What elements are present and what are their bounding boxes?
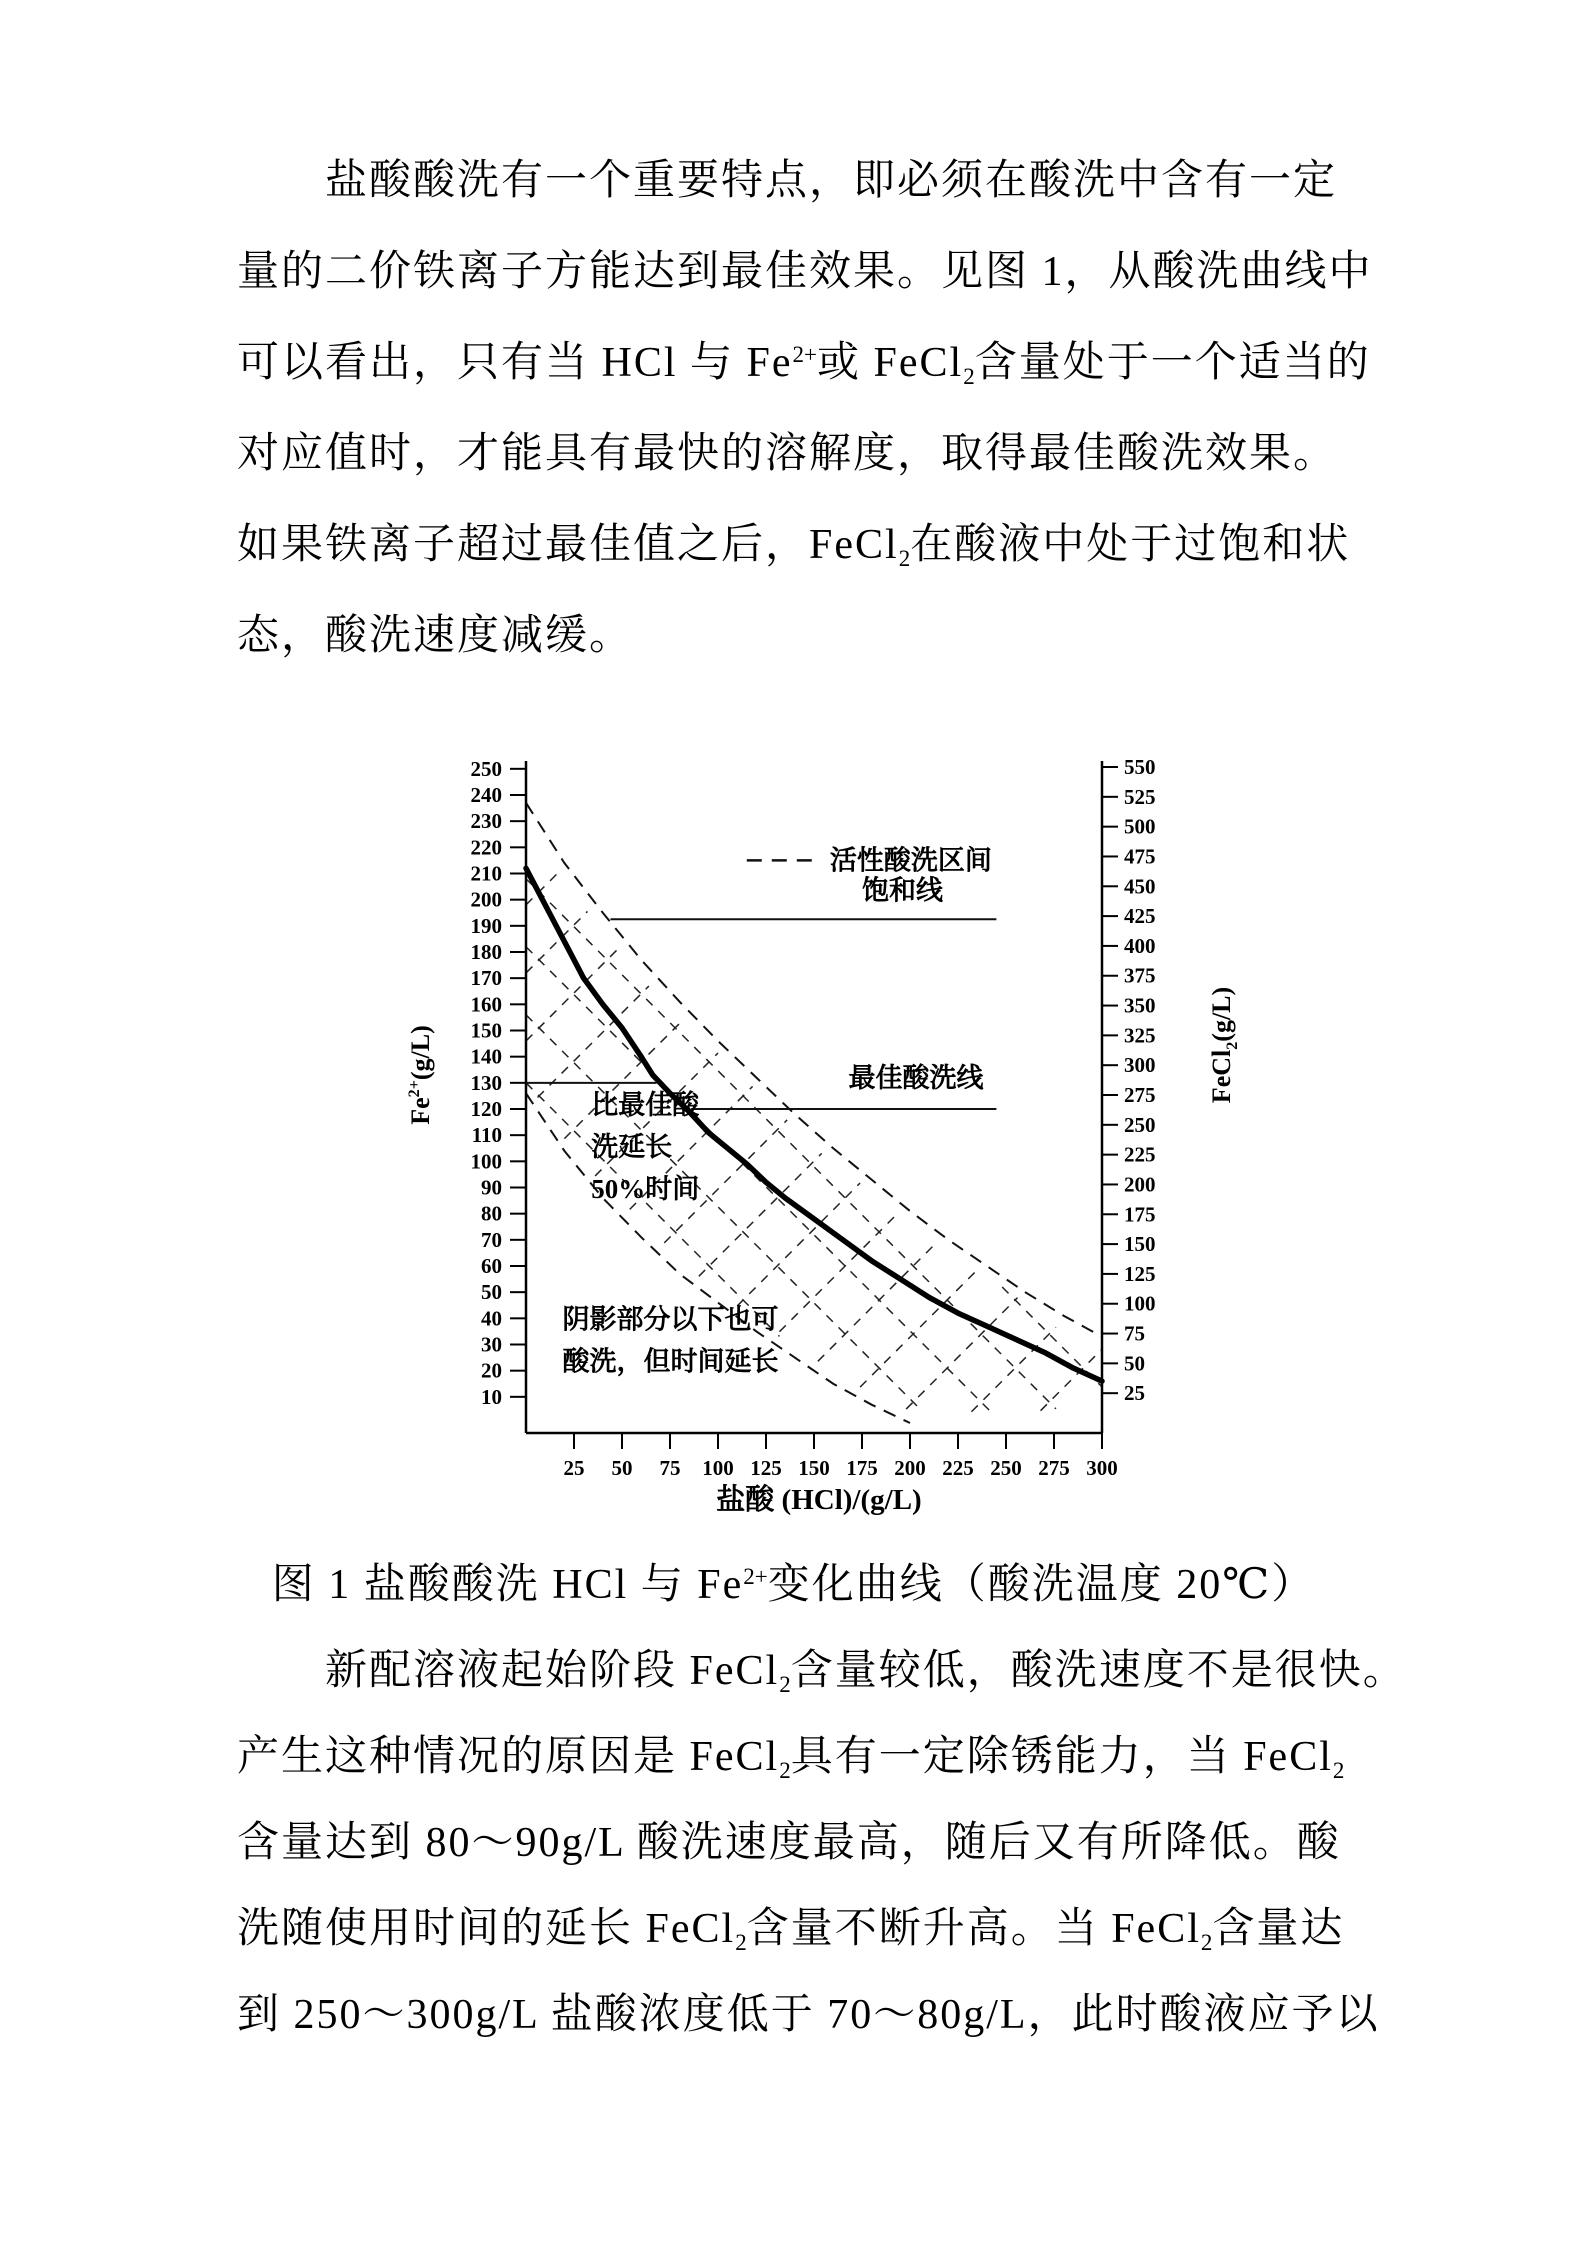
svg-text:150: 150 [1123, 1232, 1155, 1257]
svg-text:200: 200 [1123, 1172, 1155, 1197]
svg-text:最佳酸洗线: 最佳酸洗线 [848, 1062, 984, 1093]
svg-text:Fe2+(g/L): $Fe^{2+}(g/L)$ [405, 1025, 435, 1125]
svg-text:120: 120 [470, 1096, 502, 1121]
svg-text:175: 175 [845, 1456, 878, 1480]
svg-text:450: 450 [1123, 874, 1155, 899]
svg-text:425: 425 [1123, 904, 1155, 929]
svg-text:40: 40 [480, 1306, 502, 1331]
svg-text:525: 525 [1123, 784, 1155, 809]
text-line: 产生这种情况的原因是 FeCl$_2$具有一定除锈能力，当 FeCl$_2$ [237, 1734, 1345, 1783]
text-line: 可以看出，只有当 HCl 与 $Fe^{2+}$或 FeCl$_2$含量处于一个适当的 [237, 340, 1371, 389]
svg-text:75: 75 [659, 1456, 680, 1480]
svg-text:60: 60 [480, 1253, 502, 1278]
text-line: 盐酸酸洗有一个重要特点，即必须在酸洗中含有一定 [325, 158, 1338, 204]
svg-text:175: 175 [1123, 1202, 1155, 1227]
svg-text:300: 300 [1123, 1053, 1155, 1078]
svg-text:阴影部分以下也可: 阴影部分以下也可 [561, 1304, 778, 1335]
svg-text:250: 250 [470, 756, 502, 781]
svg-text:50: 50 [611, 1456, 632, 1480]
svg-text:220: 220 [470, 835, 502, 860]
svg-text:100: 100 [470, 1149, 502, 1174]
text-line: 到 250～300g/L 盐酸浓度低于 70～80g/L，此时酸液应予以 [237, 1992, 1380, 2038]
svg-text:50%时间: 50%时间 [590, 1173, 699, 1204]
svg-text:225: 225 [1123, 1142, 1155, 1167]
pickling-chart-svg [324, 745, 1264, 1525]
svg-text:475: 475 [1123, 844, 1155, 869]
svg-text:375: 375 [1123, 963, 1155, 988]
svg-text:275: 275 [1037, 1456, 1070, 1480]
svg-text:75: 75 [1123, 1321, 1145, 1346]
svg-text:100: 100 [701, 1456, 734, 1480]
svg-text:30: 30 [480, 1332, 502, 1357]
svg-text:160: 160 [470, 992, 502, 1017]
svg-text:250: 250 [989, 1456, 1022, 1480]
svg-text:100: 100 [1123, 1291, 1155, 1316]
svg-text:110: 110 [471, 1123, 502, 1148]
svg-text:200: 200 [470, 887, 502, 912]
svg-text:比最佳酸: 比最佳酸 [590, 1089, 699, 1120]
svg-text:150: 150 [470, 1018, 502, 1043]
text-line: 态，酸洗速度减缓。 [237, 613, 634, 659]
svg-text:350: 350 [1123, 993, 1155, 1018]
svg-text:300: 300 [1085, 1456, 1118, 1480]
text-line: 对应值时，才能具有最快的溶解度，取得最佳酸洗效果。 [237, 431, 1338, 477]
svg-text:170: 170 [470, 966, 502, 991]
svg-text:550: 550 [1123, 755, 1155, 780]
svg-text:275: 275 [1123, 1083, 1155, 1108]
svg-text:210: 210 [470, 861, 502, 886]
svg-text:10: 10 [480, 1384, 502, 1409]
svg-text:70: 70 [480, 1227, 502, 1252]
svg-text:盐酸 (HCl)/(g/L): 盐酸 (HCl)/(g/L) [715, 1484, 922, 1516]
paragraph-2 [237, 1628, 1407, 2058]
paragraph-1 [237, 0, 1387, 682]
svg-text:50: 50 [1123, 1351, 1145, 1376]
svg-text:饱和线: 饱和线 [861, 875, 943, 906]
figure-caption: 图 1 盐酸酸洗 HCl 与 $Fe^{2+}$变化曲线（酸洗温度 20℃） [271, 1562, 1316, 1608]
svg-text:25: 25 [1123, 1381, 1145, 1406]
svg-text:225: 225 [941, 1456, 974, 1480]
text-line: 新配溶液起始阶段 FeCl$_2$含量较低，酸洗速度不是很快。 [325, 1648, 1407, 1697]
svg-text:130: 130 [470, 1070, 502, 1095]
text-line: 含量达到 80～90g/L 酸洗速度最高，随后又有所降低。酸 [237, 1820, 1341, 1866]
svg-text:230: 230 [470, 809, 502, 834]
svg-text:190: 190 [470, 913, 502, 938]
svg-text:125: 125 [749, 1456, 782, 1480]
text-line: 洗随使用时间的延长 FeCl$_2$含量不断升高。当 FeCl$_2$含量达 [237, 1906, 1345, 1955]
svg-text:250: 250 [1123, 1112, 1155, 1137]
svg-text:180: 180 [470, 939, 502, 964]
svg-text:洗延长: 洗延长 [590, 1131, 672, 1162]
svg-text:140: 140 [470, 1044, 502, 1069]
svg-text:80: 80 [480, 1201, 502, 1226]
svg-text:20: 20 [480, 1358, 502, 1383]
svg-text:500: 500 [1123, 814, 1155, 839]
text-line: 量的二价铁离子方能达到最佳效果。见图 1，从酸洗曲线中 [237, 249, 1373, 295]
svg-text:240: 240 [470, 782, 502, 807]
svg-text:325: 325 [1123, 1023, 1155, 1048]
figure-chart [0, 745, 1587, 1525]
svg-text:酸洗，但时间延长: 酸洗，但时间延长 [561, 1346, 778, 1377]
svg-text:FeCl2(g/L): FeCl$_2$(g/L) [1206, 986, 1241, 1104]
svg-text:25: 25 [563, 1456, 584, 1480]
svg-text:90: 90 [480, 1175, 502, 1200]
svg-text:125: 125 [1123, 1261, 1155, 1286]
svg-text:活性酸洗区间: 活性酸洗区间 [829, 845, 992, 876]
svg-text:50: 50 [480, 1280, 502, 1305]
text-line: 如果铁离子超过最佳值之后，FeCl$_2$在酸液中处于过饱和状 [237, 522, 1351, 571]
svg-text:400: 400 [1123, 933, 1155, 958]
svg-text:200: 200 [893, 1456, 926, 1480]
svg-text:150: 150 [797, 1456, 830, 1480]
